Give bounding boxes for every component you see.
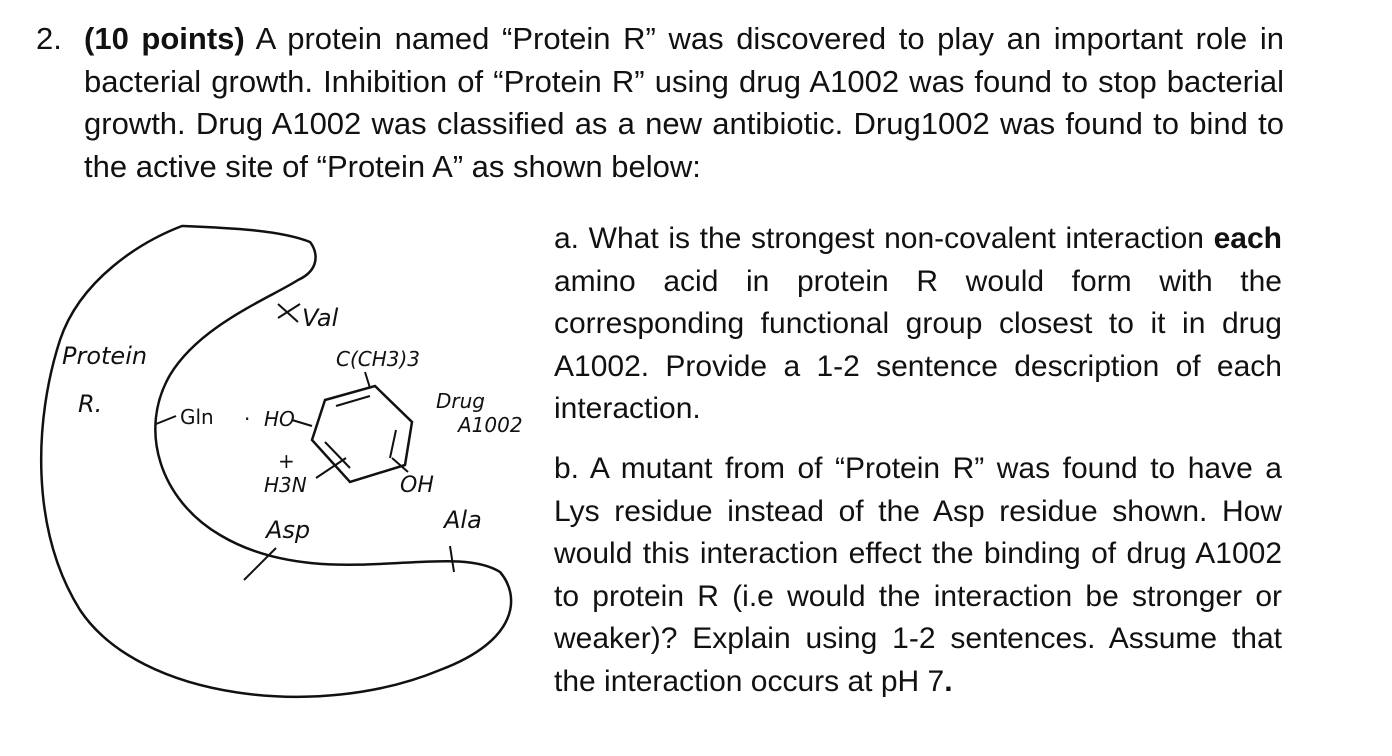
tbutyl-bond <box>365 372 370 388</box>
part-a-bold: each <box>1213 222 1282 255</box>
protein-label-line1: Protein <box>62 342 148 370</box>
dot-separator: · <box>244 407 251 431</box>
drug-label-line2: A1002 <box>458 413 523 437</box>
nh3-charge: + <box>278 449 295 473</box>
oh-label: OH <box>400 473 434 498</box>
ala-tick <box>450 546 454 572</box>
ala-label: Ala <box>444 506 482 534</box>
nh3-label: H3N <box>264 473 307 497</box>
question-number: 2. <box>36 21 62 56</box>
benzene-ring <box>312 386 412 482</box>
question-text: A protein named “Protein R” was discovered to play an important role in bacterial growth. Inhibition of “Protein R” using drug A1002 was found to stop bacterial growth. Drug A1002 was classified as a new antibiotic. Drug1002 was found to bind to the active site of “Protein A” as shown below: <box>84 21 1284 184</box>
part-b <box>554 448 1282 703</box>
ho-bond <box>292 420 312 426</box>
points-label: (10 points) <box>84 21 245 56</box>
part-a-suffix: amino acid in protein R would form with the corresponding functional group closest to it in drug A1002. Provide a 1-2 sentence description of each interaction. <box>554 264 1282 425</box>
drug-label-line1: Drug <box>436 389 485 413</box>
val-label: Val <box>302 304 339 332</box>
tbutyl-label: C(CH3)3 <box>336 347 421 371</box>
part-b-end-mark: . <box>944 664 953 698</box>
gln-label: Gln <box>180 405 214 429</box>
asp-label: Asp <box>266 516 311 544</box>
part-a-prefix: a. What is the strongest non-covalent interaction <box>554 222 1214 255</box>
part-b-text: b. A mutant from of “Protein R” was found to have a Lys residue instead of the Asp residue shown. How would this interaction effect the binding of drug A1002 to protein R (i.e would the interaction be stronger or weaker)? Explain using 1-2 sentences. Assume that the interaction occurs at pH 7 <box>554 452 1282 698</box>
protein-label-line2: R. <box>78 390 103 418</box>
binding-site-diagram <box>20 200 540 720</box>
question-stem <box>84 18 1284 188</box>
ho-label: HO <box>264 407 295 431</box>
part-a <box>554 218 1282 431</box>
protein-backbone <box>41 226 511 697</box>
gln-tick <box>156 416 176 424</box>
